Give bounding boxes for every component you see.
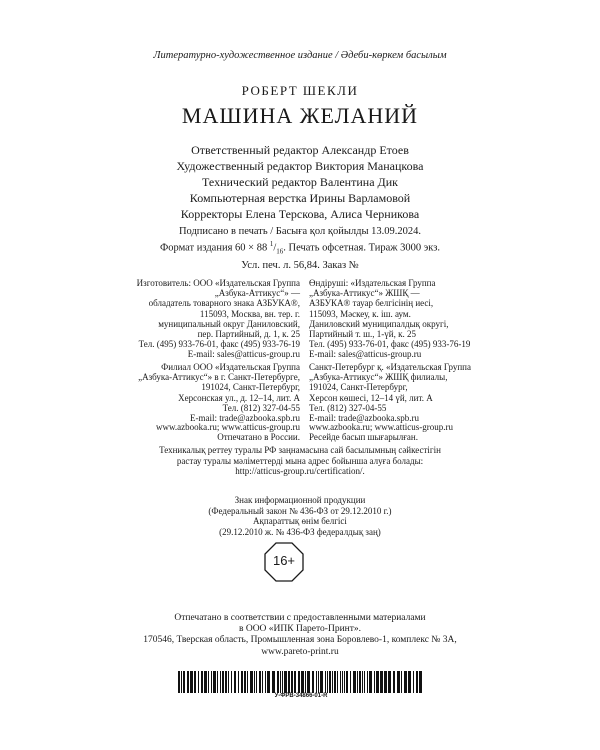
info-line: Ақпараттық өнім белгісі [253, 516, 347, 526]
manufacturer-block-kz [309, 278, 470, 360]
barcode-bar [312, 671, 314, 693]
barcode-bar [374, 671, 375, 693]
barcode-bar [291, 671, 293, 693]
barcode-bar [416, 671, 418, 693]
barcode-bar [294, 671, 296, 693]
barcode-code: У-ФРВ-34866-01-R [274, 693, 328, 699]
barcode-bar [272, 671, 275, 693]
barcode-bar [346, 671, 348, 693]
credit-line: Ответственный редактор Александр Етоев [191, 143, 409, 157]
barcode-bar [342, 671, 343, 693]
barcode-bar [413, 671, 414, 693]
barcode-bar [277, 671, 279, 693]
manufacturer-block-ru [137, 278, 300, 360]
barcode-bar [254, 671, 255, 693]
barcode-bar [288, 671, 290, 693]
format-sep: / [273, 242, 277, 254]
address-line: 191024, Санкт-Петербург, [309, 382, 408, 393]
barcode-bar [282, 671, 283, 693]
credit-line: Корректоры Елена Терскова, Алиса Черникова [180, 207, 420, 221]
barcode-bar [231, 671, 232, 693]
barcode-bar [380, 671, 383, 693]
barcode-bar [267, 671, 270, 693]
info-line: (29.12.2010 ж. № 436-ФЗ федералдық заң) [219, 526, 381, 537]
barcode-bar [198, 671, 199, 693]
format-suffix: . Печать офсетная. Тираж 3000 экз. [283, 242, 441, 254]
print-info [0, 225, 600, 272]
barcode-bar [187, 671, 189, 693]
barcode-bar [181, 671, 182, 693]
address-line: E-mail: sales@atticus-group.ru [309, 349, 422, 360]
barcode-bar [401, 671, 402, 693]
barcode-bar [208, 671, 209, 693]
address-line: Херсон көшесі, 12–14 үй, лит. А [309, 392, 433, 403]
address-line: Партийный т. ш., 1-үй, к. 25 [309, 329, 416, 340]
barcode-bar [178, 671, 180, 693]
barcode-bar [384, 671, 387, 693]
credit-line: Компьютерная верстка Ирины Варламовой [189, 191, 411, 205]
barcode-bar [320, 671, 323, 693]
barcode-bar [388, 671, 391, 693]
barcode-bar [397, 671, 400, 693]
barcode-bar [340, 671, 341, 693]
address-line: „Азбука-Аттикус“» ЖШҚ — [309, 288, 420, 299]
address-line: Санкт-Петербург қ. «Издательская Группа [309, 362, 471, 372]
barcode-bar [234, 671, 236, 693]
barcode-bar [332, 671, 333, 693]
barcode-bar [350, 671, 351, 693]
address-line: Изготовитель: ООО «Издательская Группа [136, 278, 300, 288]
footer-block-ru [156, 422, 300, 442]
barcode-bar [241, 671, 243, 693]
format-prefix: Формат издания 60 × 88 [159, 242, 268, 254]
credit-line: Технический редактор Валентина Дик [202, 175, 398, 189]
address-line: обладатель товарного знака АЗБУКА®, [148, 298, 300, 309]
barcode-bar [329, 671, 331, 693]
barcode-bar [327, 671, 328, 693]
barcode-bar [334, 671, 336, 693]
barcode-bar [376, 671, 379, 693]
barcode-bar [217, 671, 218, 693]
barcode-bar [201, 671, 203, 693]
address-line: „Азбука-Аттикус“» ЖШҚ филиалы, [309, 372, 448, 383]
barcode-bar [262, 671, 263, 693]
barcode-bar [325, 671, 326, 693]
tech-regulation-note [0, 445, 600, 477]
barcode-bar [238, 671, 239, 693]
address-line: „Азбука-Аттикус“» — [214, 288, 300, 299]
barcode-bar [364, 671, 365, 693]
tech-link: http://atticus-group.ru/certification/. [235, 466, 365, 476]
credits-list [0, 142, 600, 222]
barcode-bar [194, 671, 196, 693]
address-line: Филиал ООО «Издательская Группа [161, 362, 300, 372]
barcode-bar [265, 671, 266, 693]
barcode-bar [228, 671, 229, 693]
age-rating: 16+ [272, 553, 296, 568]
tech-line: Техникалық реттеу туралы РФ заңнамасына сай басылымның сәйкестігін [159, 445, 441, 455]
address-line: Херсонская ул., д. 12–14, лит. А [178, 392, 300, 403]
address-line: муниципальный округ Даниловский, [158, 318, 300, 329]
printed-line: 170546, Тверская область, Промышленная зона Боровлево-1, комплекс № 3А, [143, 635, 457, 646]
barcode-bar [225, 671, 227, 693]
barcode-bar [259, 671, 261, 693]
barcode-bar [190, 671, 193, 693]
barcode-bar [305, 671, 306, 693]
printed-in-line: Отпечатано в России. [217, 432, 300, 443]
barcode-bar [369, 671, 372, 693]
author-name: РОБЕРТ ШЕКЛИ [241, 83, 359, 98]
barcode-bar [284, 671, 287, 693]
printing-house-info [0, 613, 600, 658]
print-format-line [0, 238, 600, 259]
barcode-bar [419, 671, 422, 693]
printed-line: www.pareto-print.ru [261, 646, 339, 657]
branch-block-ru [138, 362, 300, 423]
barcode-bar [244, 671, 246, 693]
barcode-icon [176, 671, 426, 693]
address-line: Тел. (495) 933-76-01, факс (495) 933-76-19 [138, 339, 300, 350]
barcode-bar [404, 671, 407, 693]
address-line: 115093, Москва, вн. тер. г. [199, 308, 300, 319]
barcode-bar [256, 671, 257, 693]
barcode-bar [211, 671, 212, 693]
barcode-bar [408, 671, 411, 693]
barcode-bar [301, 671, 304, 693]
printed-in-line: Ресейде басып шығарылған. [309, 432, 418, 443]
barcode-bar [298, 671, 300, 693]
branch-block-kz [309, 362, 471, 423]
format-sub: 16 [276, 247, 284, 256]
barcode-bar [204, 671, 207, 693]
address-line: E-mail: sales@atticus-group.ru [187, 349, 300, 360]
barcode-bar [247, 671, 248, 693]
barcode-bar [359, 671, 361, 693]
barcode-bar [362, 671, 363, 693]
footer-block-kz [309, 422, 453, 442]
address-line: пер. Партийный, д. 1, к. 25 [197, 329, 300, 340]
address-line: 191024, Санкт-Петербург, [201, 382, 300, 393]
address-line: АЗБУКА® тауар белгісінің иесі, [309, 298, 434, 309]
barcode-bar [337, 671, 338, 693]
edition-type-line: Литературно-художественное издание / Әдеби-көркем басылым [153, 50, 447, 61]
barcode-bar [222, 671, 224, 693]
credit-line: Художественный редактор Виктория Манацкова [176, 159, 424, 173]
barcode-bar [250, 671, 253, 693]
barcode-bar [280, 671, 281, 693]
address-line: 115093, Мәскеу, к. іш. аум. [309, 308, 411, 319]
address-line: Тел. (812) 327-04-55 [309, 402, 387, 413]
address-line: Даниловский муниципалдық округі, [309, 318, 449, 329]
barcode-bar [316, 671, 317, 693]
book-title: МАШИНА ЖЕЛАНИЙ [181, 103, 419, 128]
address-line: Тел. (812) 327-04-55 [222, 402, 300, 413]
barcode-bar [213, 671, 216, 693]
barcode-bar [344, 671, 345, 693]
address-line: Өндіруші: «Издательская Группа [309, 278, 436, 288]
website-line: www.azbooka.ru; www.atticus-group.ru [155, 422, 300, 432]
printed-line: в ООО «ИПК Парето-Принт». [238, 624, 362, 635]
info-line: (Федеральный закон № 436-ФЗ от 29.12.2010 г.) [208, 505, 392, 516]
address-line: E-mail: trade@azbooka.spb.ru [190, 413, 300, 424]
barcode-bar [393, 671, 395, 693]
barcode-bar [220, 671, 221, 693]
website-line: www.azbooka.ru; www.atticus-group.ru [309, 422, 454, 432]
print-order-line: Усл. печ. л. 56,84. Заказ № [241, 259, 359, 271]
print-signed-line: Подписано в печать / Басыға қол қойылды 13.09.2024. [178, 226, 422, 237]
format-sup: 1 [269, 240, 274, 248]
barcode-bar [318, 671, 319, 693]
address-line: Тел. (495) 933-76-01, факс (495) 933-76-19 [309, 339, 471, 350]
info-line: Знак информационной продукции [234, 495, 366, 505]
printed-line: Отпечатано в соответствии с предоставленными материалами [174, 613, 426, 623]
info-product-sign [0, 495, 600, 537]
barcode-bar [307, 671, 310, 693]
tech-line: растау туралы мәліметтерді мына адрес бойынша алуға болады: [176, 455, 424, 466]
barcode-bar [183, 671, 185, 693]
address-line: „Азбука-Аттикус“» в г. Санкт-Петербурге, [138, 372, 300, 383]
barcode-bar [367, 671, 368, 693]
barcode-bar [353, 671, 356, 693]
barcode-bar [357, 671, 358, 693]
address-line: E-mail: trade@azbooka.spb.ru [309, 413, 419, 424]
